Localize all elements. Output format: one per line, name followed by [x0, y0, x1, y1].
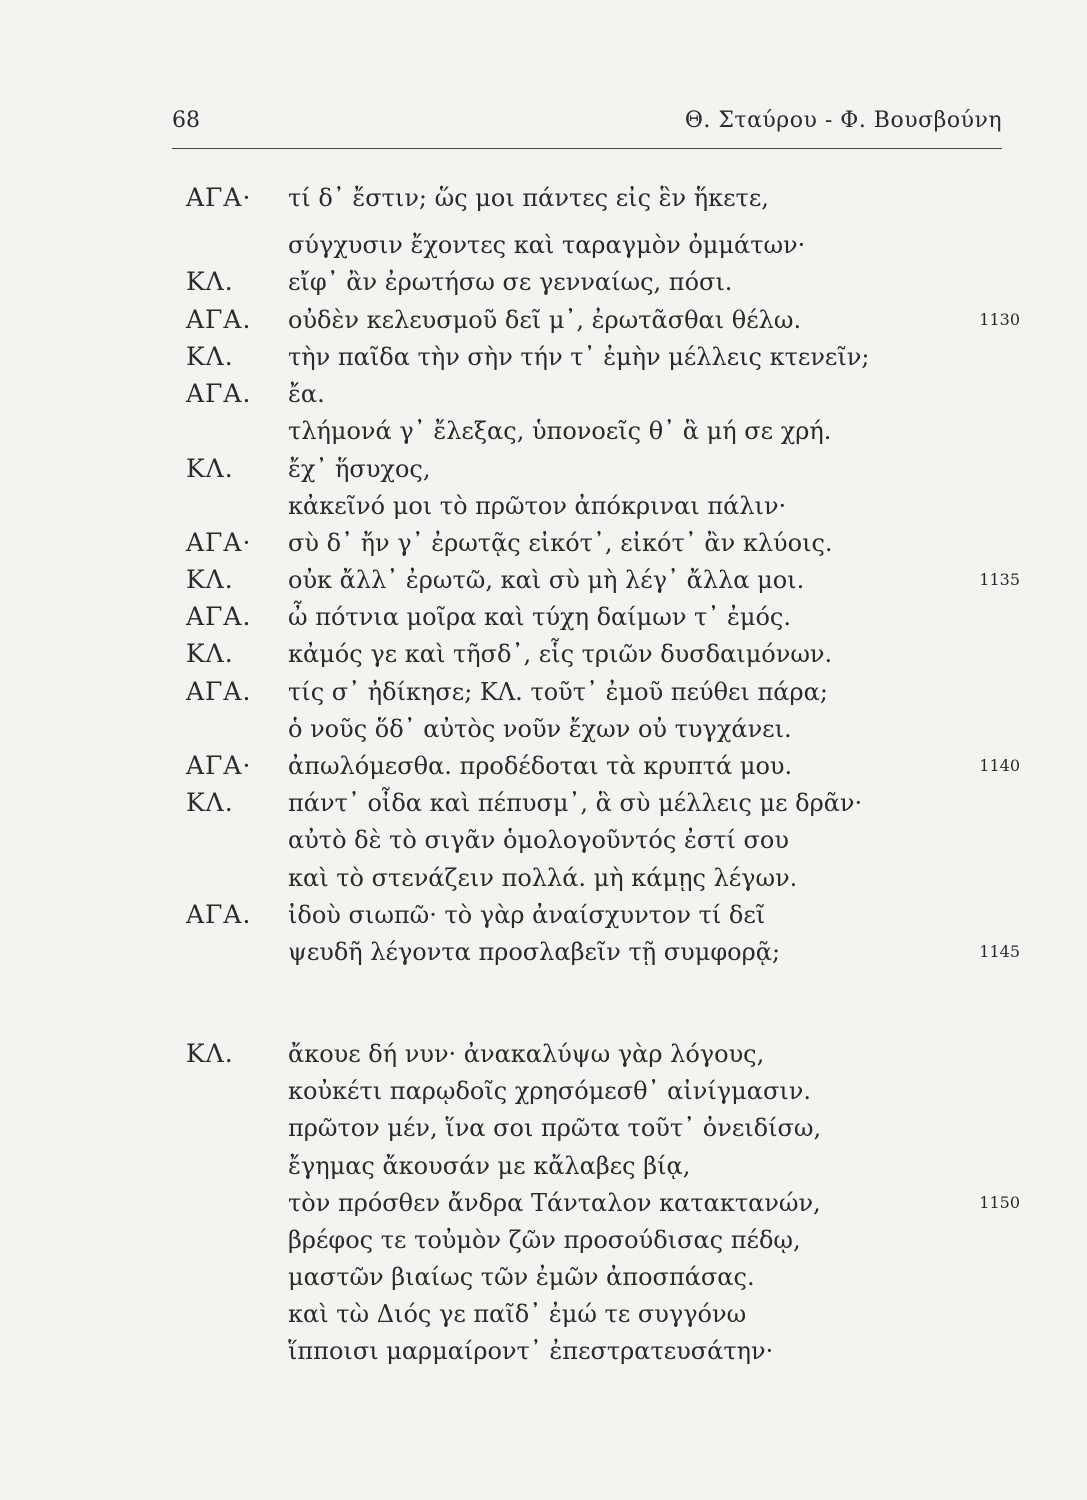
verse-text: τίς σ᾽ ἠδίκησε; ΚΛ. τοῦτ᾽ ἐμοῦ πεύθει πάρα; — [288, 678, 828, 706]
verse-text: αὐτὸ δὲ τὸ σιγᾶν ὁμολογοῦντός ἐστί σου — [288, 826, 789, 854]
verse-line — [0, 1296, 1087, 1332]
line-number: 1145 — [979, 942, 1020, 961]
verse-text: ἵπποισι μαρμαίροντ᾽ ἐπεστρατευσάτην· — [288, 1337, 774, 1365]
verse-text: καὶ τὸ στενάζειν πολλά. μὴ κάμῃς λέγων. — [288, 864, 798, 892]
speaker-label: ΚΛ. — [186, 267, 234, 296]
verse-line — [0, 562, 1087, 598]
verse-line — [0, 785, 1087, 821]
verse-line — [0, 264, 1087, 300]
verse-line — [0, 302, 1087, 338]
verse-line — [0, 897, 1087, 933]
verse-line — [0, 934, 1087, 970]
speaker-label: ΚΛ. — [186, 639, 234, 668]
line-number: 1130 — [979, 310, 1020, 329]
speaker-label: ΚΛ. — [186, 342, 234, 371]
verse-line — [0, 599, 1087, 635]
verse-text: σὺ δ᾽ ἤν γ᾽ ἐρωτᾷς εἰκότ᾽, εἰκότ᾽ ἂν κλύοις. — [288, 529, 833, 557]
verse-text: τί δ᾽ ἔστιν; ὥς μοι πάντες εἰς ἓν ἥκετε, — [288, 184, 769, 212]
verse-line — [0, 748, 1087, 784]
verse-line — [0, 1222, 1087, 1258]
line-number: 1135 — [979, 570, 1020, 589]
speaker-label: ΑΓΑ· — [186, 528, 252, 557]
verse-text: ἄκουε δή νυν· ἀνακαλύψω γὰρ λόγους, — [288, 1040, 765, 1068]
verse-text: τὸν πρόσθεν ἄνδρα Τάνταλον κατακτανών, — [288, 1189, 821, 1217]
verse-text: οὐδὲν κελευσμοῦ δεῖ μ᾽, ἐρωτᾶσθαι θέλω. — [288, 306, 802, 334]
verse-text: ἰδοὺ σιωπῶ· τὸ γὰρ ἀναίσχυντον τί δεῖ — [288, 901, 766, 929]
verse-line — [0, 822, 1087, 858]
verse-text: οὐκ ἄλλ᾽ ἐρωτῶ, καὶ σὺ μὴ λέγ᾽ ἄλλα μοι. — [288, 566, 805, 594]
verse-text: κοὐκέτι παρῳδοῖς χρησόμεσθ᾽ αἰνίγμασιν. — [288, 1077, 811, 1105]
speaker-label: ΑΓΑ· — [186, 751, 252, 780]
verse-line — [0, 180, 1087, 216]
verse-line — [0, 1036, 1087, 1072]
verse-line — [0, 711, 1087, 747]
verse-text: βρέφος τε τοὐμὸν ζῶν προσούδισας πέδῳ, — [288, 1226, 801, 1254]
verse-text: σύγχυσιν ἔχοντες καὶ ταραγμὸν ὀμμάτων· — [288, 231, 806, 259]
verse-line — [0, 451, 1087, 487]
line-number: 1140 — [979, 756, 1020, 775]
speaker-label: ΑΓΑ. — [186, 677, 252, 706]
verse-text: ἔχ᾽ ἥσυχος, — [288, 455, 431, 483]
verse-text: ἔα. — [288, 380, 325, 408]
verse-text: ὁ νοῦς ὅδ᾽ αὐτὸς νοῦν ἔχων οὐ τυγχάνει. — [288, 715, 792, 743]
page-header — [172, 108, 1002, 148]
verse-line — [0, 525, 1087, 561]
verse-text: κἀμός γε καὶ τῆσδ᾽, εἷς τριῶν δυσδαιμόνων. — [288, 640, 833, 668]
verse-line — [0, 1259, 1087, 1295]
verse-text: πάντ᾽ οἶδα καὶ πέπυσμ᾽, ἃ σὺ μέλλεις με δρᾶν· — [288, 789, 863, 817]
verse-line — [0, 1148, 1087, 1184]
verse-line — [0, 1110, 1087, 1146]
verse-text: καὶ τὼ Διός γε παῖδ᾽ ἐμώ τε συγγόνω — [288, 1300, 747, 1328]
speaker-label: ΚΛ. — [186, 565, 234, 594]
verse-line — [0, 860, 1087, 896]
verse-line — [0, 636, 1087, 672]
speaker-label: ΑΓΑ. — [186, 900, 252, 929]
verse-line — [0, 488, 1087, 524]
page-number: 68 — [172, 108, 200, 133]
verse-line — [0, 227, 1087, 263]
line-number: 1150 — [979, 1193, 1020, 1212]
verse-line — [0, 674, 1087, 710]
verse-text: μαστῶν βιαίως τῶν ἐμῶν ἀποσπάσας. — [288, 1263, 755, 1291]
verse-line — [0, 1333, 1087, 1369]
verse-line — [0, 1073, 1087, 1109]
verse-text: κἀκεῖνό μοι τὸ πρῶτον ἀπόκριναι πάλιν· — [288, 492, 787, 520]
speaker-label: ΚΛ. — [186, 454, 234, 483]
verse-text: ἔγημας ἄκουσάν με κἄλαβες βίᾳ, — [288, 1152, 691, 1180]
verse-line — [0, 413, 1087, 449]
verse-line — [0, 376, 1087, 412]
speaker-label: ΑΓΑ. — [186, 602, 252, 631]
verse-text: τὴν παῖδα τὴν σὴν τήν τ᾽ ἐμὴν μέλλεις κτενεῖν; — [288, 343, 870, 371]
verse-line — [0, 1185, 1087, 1221]
verse-line — [0, 339, 1087, 375]
running-head: Θ. Σταύρου - Φ. Βουσβούνη — [684, 108, 1002, 133]
header-rule — [172, 148, 1002, 149]
speaker-label: ΚΛ. — [186, 788, 234, 817]
verse-text: ἀπωλόμεσθα. προδέδοται τὰ κρυπτά μου. — [288, 752, 793, 780]
speaker-label: ΑΓΑ. — [186, 305, 252, 334]
speaker-label: ΑΓΑ. — [186, 379, 252, 408]
verse-text: τλήμονά γ᾽ ἔλεξας, ὑπονοεῖς θ᾽ ἃ μή σε χρή. — [288, 417, 832, 445]
verse-text: εἴφ᾽ ἂν ἐρωτήσω σε γενναίως, πόσι. — [288, 268, 733, 296]
verse-text: ὦ πότνια μοῖρα καὶ τύχη δαίμων τ᾽ ἐμός. — [288, 603, 791, 631]
verse-text: πρῶτον μέν, ἵνα σοι πρῶτα τοῦτ᾽ ὀνειδίσω, — [288, 1114, 822, 1142]
speaker-label: ΑΓΑ· — [186, 183, 252, 212]
speaker-label: ΚΛ. — [186, 1039, 234, 1068]
verse-text: ψευδῆ λέγοντα προσλαβεῖν τῇ συμφορᾷ; — [288, 938, 781, 966]
